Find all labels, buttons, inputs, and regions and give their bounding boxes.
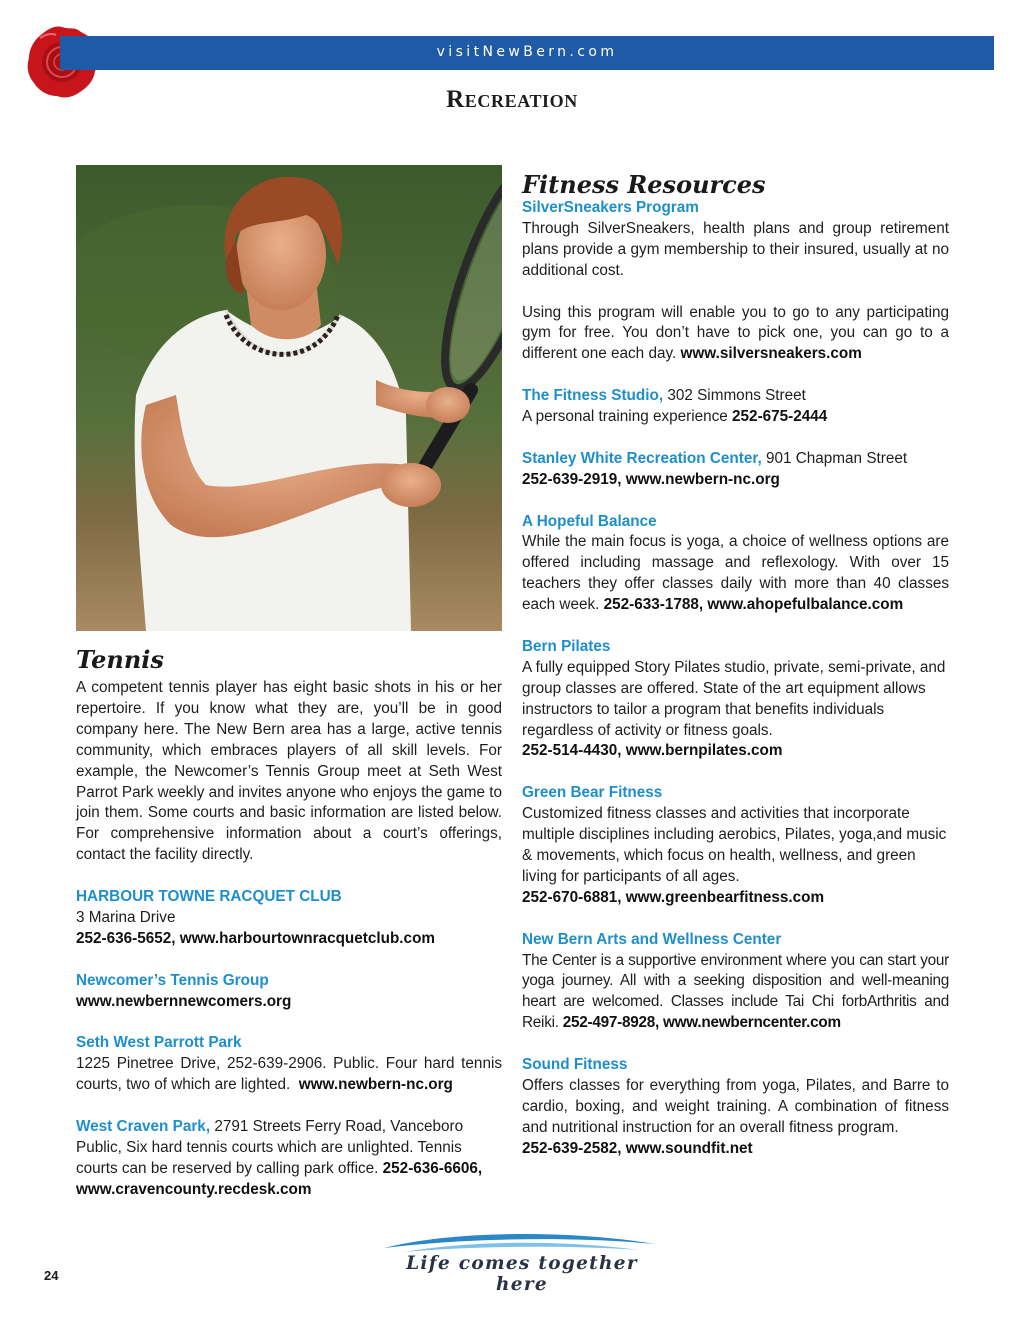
listing-hopeful-balance — [522, 512, 949, 617]
listing-seth-west-parrott — [76, 1033, 502, 1096]
listing-text: While the main focus is yoga, a choice of wellness options are offered including massage and reflexology. With over 15 teachers they offer classes daily with more than 40 classes each week. — [522, 533, 949, 614]
tagline: Life comes together here — [406, 1253, 638, 1295]
listing-title: New Bern Arts and Wellness Center — [522, 930, 782, 948]
fitness-heading: Fitness Resources — [522, 170, 766, 199]
listing-text: A personal training experience — [522, 408, 728, 426]
listing-description — [522, 532, 949, 616]
tennis-intro: A competent tennis player has eight basic shots in his or her repertoire. If you know what they are, you’ll be in good company here. The New Bern area has a large, active tennis community, which embraces players of all skill levels. For example, the Newcomer’s Tennis Group meet at Seth West Parrot Park weekly and invites anyone who enjoys the game to join them. Some courts and basic information are listed below. For comprehensive information about a court’s offerings, contact the facility directly. — [76, 679, 502, 864]
listing-title: Newcomer’s Tennis Group — [76, 971, 269, 989]
listing-text: Public, Six hard tennis courts which are unlighted. Tennis courts can be reserved by calling park office. — [76, 1138, 462, 1177]
website-name: visitNewBern.com — [436, 44, 618, 60]
listing-title: Green Bear Fitness — [522, 784, 663, 802]
fitness-column — [522, 198, 949, 1160]
listing-contact[interactable]: 252-636-5652, www.harbourtownracquetclub.com — [76, 929, 436, 947]
tennis-player-photo — [76, 165, 502, 631]
listing-title: A Hopeful Balance — [522, 512, 657, 530]
listing-title: The Fitness Studio — [522, 387, 659, 405]
listing-west-craven — [76, 1117, 502, 1201]
listing-address: 901 Chapman Street — [765, 449, 908, 467]
listing-description — [522, 407, 949, 428]
listing-heading-line: Stanley White Recreation Center, 901 Chapman Street — [522, 449, 908, 467]
listing-contact[interactable]: 252-670-6881, www.greenbearfitness.com — [522, 888, 825, 906]
listing-text: Offers classes for everything from yoga, Pilates, and Barre to cardio, boxing, and weight training. A combination of fitness and nutritional instruction for an overall fitness program. — [522, 1076, 949, 1136]
listing-title: SilverSneakers Program — [522, 199, 699, 216]
listing-stanley-white — [522, 449, 949, 491]
listing-title: HARBOUR TOWNE RACQUET CLUB — [76, 888, 342, 906]
listing-title: Seth West Parrott Park — [76, 1034, 242, 1052]
listing-bern-pilates — [522, 637, 949, 762]
listing-contact[interactable]: 252-633-1788, www.ahopefulbalance.com — [603, 596, 904, 614]
header-banner — [60, 36, 994, 70]
listing-website[interactable]: www.cravencounty.recdesk.com — [76, 1180, 312, 1198]
listing-contact[interactable]: www.newbernnewcomers.org — [76, 992, 292, 1010]
listing-contact[interactable]: www.newbern-nc.org — [298, 1076, 453, 1094]
listing-description — [76, 1054, 502, 1096]
listing-address: 2791 Streets Ferry Road, Vanceboro — [214, 1117, 464, 1135]
listing-contact[interactable]: 252-639-2919, www.newbern-nc.org — [522, 470, 780, 488]
listing-title: Bern Pilates — [522, 637, 611, 655]
listing-contact[interactable]: 252-675-2444 — [732, 408, 828, 426]
listing-description — [522, 951, 949, 1035]
listing-text: A fully equipped Story Pilates studio, private, semi-private, and group classes are offered. State of the art equipment allows instructors to tailor a program that benefits individuals regardless of activity or fitness goals. — [522, 658, 946, 739]
listing-text: Through SilverSneakers, health plans and group retirement plans provide a gym membership to their insured, usually at no additional cost. — [522, 219, 949, 279]
listing-newcomers-tennis — [76, 971, 502, 1013]
listing-arts-wellness — [522, 930, 949, 1035]
listing-text: Customized fitness classes and activities that incorporate multiple disciplines including aerobics, Pilates, yoga,and music & movements, which focus on health, wellness, and green living for participants of all ages. — [522, 805, 947, 885]
listing-contact[interactable]: 252-639-2582, www.soundfit.net — [522, 1139, 753, 1157]
listing-contact[interactable]: 252-636-6606, — [382, 1159, 483, 1177]
listing-heading-line: West Craven Park, 2791 Streets Ferry Road, Vanceboro — [76, 1117, 464, 1135]
tennis-heading: Tennis — [76, 645, 164, 674]
listing-contact[interactable]: 252-497-8928, www.newberncenter.com — [562, 1014, 841, 1032]
listing-contact[interactable]: 252-514-4430, www.bernpilates.com — [522, 742, 783, 760]
listing-title: Stanley White Recreation Center — [522, 449, 758, 467]
page-number: 24 — [44, 1268, 59, 1283]
listing-silversneakers — [522, 198, 949, 365]
tennis-column — [76, 678, 502, 1201]
listing-description — [76, 1138, 502, 1180]
listing-address: 302 Simmons Street — [667, 387, 806, 405]
listing-text: Using this program will enable you to go to any participating gym for free. You don’t have to pick one, you can go to a different one each day. — [522, 303, 949, 363]
listing-fitness-studio — [522, 386, 949, 428]
listing-address: 3 Marina Drive — [76, 908, 176, 926]
listing-contact[interactable]: www.silversneakers.com — [680, 345, 862, 363]
page-title: Recreation — [446, 86, 578, 113]
listing-sound-fitness — [522, 1055, 949, 1160]
listing-title: West Craven Park — [76, 1117, 206, 1135]
listing-green-bear — [522, 783, 949, 908]
listing-title: Sound Fitness — [522, 1056, 628, 1074]
listing-heading-line: The Fitness Studio, 302 Simmons Street — [522, 387, 806, 405]
listing-harbour-towne — [76, 887, 502, 950]
listing-text: The Center is a supportive environment where you can start your yoga journey. All with a seeking disposition and well-meaning heart are welcomed. Classes include Tai Chi forbArthritis and Reiki. — [522, 951, 949, 1032]
listing-description — [522, 303, 949, 366]
listing-text: 1225 Pinetree Drive, 252-639-2906. Public. Four hard tennis courts, two of which are lighted. — [76, 1055, 502, 1094]
